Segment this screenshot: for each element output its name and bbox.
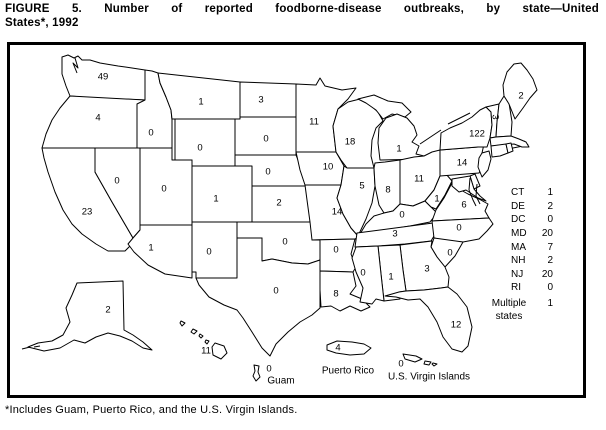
legend-row-de [489,201,557,215]
legend-row-nj [489,269,557,283]
puerto-rico-label: Puerto Rico [321,365,375,377]
state-value-wa: 49 [97,71,109,83]
legend-row-md [489,228,557,242]
legend-row-ri [489,282,557,296]
state-nc-shape [432,218,493,242]
state-value-id: 0 [148,127,154,139]
state-value-hi: 11 [201,345,211,357]
legend-label-nh: NH [511,255,526,267]
state-value-or: 4 [95,112,101,124]
state-value-me: 2 [518,90,524,102]
state-value-tn: 3 [392,228,398,240]
figure-title-line2: States*, 1992 [5,16,79,29]
state-or-shape [42,96,145,148]
legend-row-nh [489,255,557,269]
state-value-mi: 1 [396,143,402,155]
legend-row-dc [489,214,557,228]
state-mi-shape [378,114,426,160]
legend-value-ct: 1 [547,187,553,198]
state-value-ks: 2 [276,197,282,209]
legend-label-ri: RI [511,282,521,294]
state-value-ak: 2 [105,304,111,316]
figure-title-line1: FIGURE 5. Number of reported foodborne-disease outbreaks, by state—United [5,3,599,15]
state-value-tx: 0 [273,285,279,297]
state-value-oh: 11 [414,173,424,185]
state-value-al: 1 [388,271,394,283]
state-value-mn: 11 [309,116,319,128]
state-value-sc: 0 [447,247,453,259]
legend-label-md: MD [511,227,527,239]
state-nm-shape [192,222,237,278]
small-states-legend [489,187,557,296]
legend-label-dc: DC [511,214,526,226]
legend-value-de: 2 [547,200,553,212]
state-value-ne: 0 [265,166,271,178]
state-value-vt: 3 [489,114,501,120]
state-value-ia: 10 [322,161,334,173]
state-value-ny: 122 [469,128,485,140]
legend-label-ma: MA [511,241,526,253]
state-value-il: 5 [359,180,365,192]
state-ak-shape [28,281,152,351]
lake-erie-shore [420,130,441,144]
legend-label-ct: CT [511,187,525,198]
legend-label-multiple-states: Multiple states [491,298,527,322]
state-value-ca: 23 [81,206,93,218]
state-value-ga: 3 [424,263,430,275]
state-co-shape [192,166,252,222]
territory-value-usvi: 0 [398,358,404,370]
state-value-ms: 0 [360,267,366,279]
state-ct-shape [491,144,508,157]
state-value-ut: 0 [161,183,167,195]
state-wy-shape [175,119,235,166]
state-value-va: 6 [461,199,467,211]
legend-value-multiple-states: 1 [547,298,553,309]
state-value-nm: 0 [206,246,212,258]
state-value-in: 8 [385,184,391,196]
state-nd-shape [240,82,296,117]
territory-value-guam: 0 [266,363,272,375]
legend-value-nh: 2 [547,255,553,267]
state-value-sd: 0 [263,133,269,145]
us-virgin-islands-shape [403,354,437,366]
state-value-ar: 0 [333,244,339,256]
state-ia-shape [296,152,344,185]
legend-value-ri: 0 [547,282,553,294]
legend-value-md: 20 [541,227,553,239]
figure-footnote: *Includes Guam, Puerto Rico, and the U.S. Virgin Islands. [5,404,298,416]
state-value-nc: 0 [456,222,462,234]
state-value-ky: 0 [399,209,405,221]
legend-value-ma: 7 [547,241,553,253]
legend-value-dc: 0 [547,214,553,226]
state-value-nd: 3 [258,94,264,106]
legend-label-nj: NJ [511,268,524,280]
legend-label-de: DE [511,200,525,212]
guam-label: Guam [267,375,295,387]
state-value-wv: 1 [434,193,440,205]
territory-value-puerto-rico: 4 [335,342,341,354]
puerto-rico-shape [327,341,371,355]
guam-shape [253,365,260,381]
state-value-mt: 1 [198,96,204,108]
legend-value-nj: 20 [541,268,553,280]
state-az-shape [128,225,192,278]
state-value-mo: 14 [331,206,343,218]
state-value-wy: 0 [197,142,203,154]
state-ms-shape [352,246,384,304]
state-value-nv: 0 [114,175,120,187]
state-value-wi: 18 [344,136,356,148]
legend-row-ct [489,187,557,201]
state-value-co: 1 [213,193,219,205]
usvi-label: U.S. Virgin Islands [387,371,471,383]
legend-row-ma [489,242,557,256]
state-value-ok: 0 [282,236,288,248]
state-value-az: 1 [148,242,154,254]
state-value-pa: 14 [456,157,468,169]
state-value-la: 8 [333,288,339,300]
state-value-fl: 12 [450,319,462,331]
